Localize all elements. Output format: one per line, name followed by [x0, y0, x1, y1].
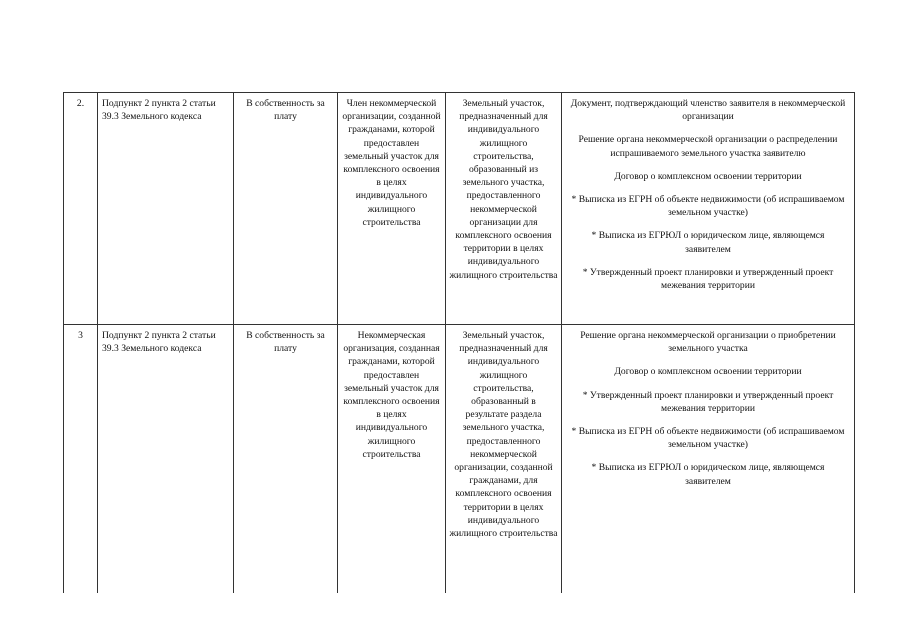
table-row	[64, 325, 855, 594]
document-item: * Выписка из ЕГРН об объекте недвижимости (об испрашиваемом земельном участке)	[571, 426, 845, 451]
document-item: * Выписка из ЕГРЮЛ о юридическом лице, являющемся заявителем	[591, 230, 825, 255]
applicant: Некоммерческая организация, созданная гражданами, которой предоставлен земельный участок для комплексного освоения в целях индивидуального жилищного строительства	[338, 325, 446, 594]
document-item: Документ, подтверждающий членство заявителя в некоммерческой организации	[570, 98, 846, 123]
land-plot: Земельный участок, предназначенный для индивидуального жилищного строительства, образованный из земельного участка, предоставленного некоммерческой организации для комплексного освоения территории в целях индивидуального жилищного строительства	[446, 93, 562, 325]
table-row	[64, 93, 855, 325]
document-item: * Утвержденный проект планировки и утвержденный проект межевания территории	[582, 389, 834, 414]
document-item: * Выписка из ЕГРЮЛ о юридическом лице, являющемся заявителем	[591, 462, 825, 487]
right-type: В собственность за плату	[234, 93, 338, 325]
document-item: Решение органа некоммерческой организации о распределении испрашиваемого земельного участка заявителю	[578, 134, 838, 159]
document-item: Договор о комплексном освоении территории	[614, 366, 802, 378]
right-type: В собственность за плату	[234, 325, 338, 594]
row-number: 3	[64, 325, 98, 594]
legal-basis: Подпункт 2 пункта 2 статьи 39.3 Земельного кодекса	[98, 93, 234, 325]
documents-cell	[562, 93, 855, 325]
documents-cell	[562, 325, 855, 594]
applicant: Член некоммерческой организации, созданной гражданами, которой предоставлен земельный участок для комплексного освоения в целях индивидуального жилищного строительства	[338, 93, 446, 325]
document-item: * Выписка из ЕГРН об объекте недвижимости (об испрашиваемом земельном участке)	[571, 194, 845, 219]
document-item: Договор о комплексном освоении территории	[614, 170, 802, 182]
document-item: Решение органа некоммерческой организации о приобретении земельного участка	[580, 330, 836, 355]
document-item: * Утвержденный проект планировки и утвержденный проект межевания территории	[582, 266, 834, 292]
land-plot: Земельный участок, предназначенный для индивидуального жилищного строительства, образованный в результате раздела земельного участка, предоставленного некоммерческой организации, созданной гражданами, для комплексного освоения территории в целях индивидуального жилищного строительства	[446, 325, 562, 594]
document-table	[63, 92, 855, 593]
row-number: 2.	[64, 93, 98, 325]
legal-basis: Подпункт 2 пункта 2 статьи 39.3 Земельного кодекса	[98, 325, 234, 594]
